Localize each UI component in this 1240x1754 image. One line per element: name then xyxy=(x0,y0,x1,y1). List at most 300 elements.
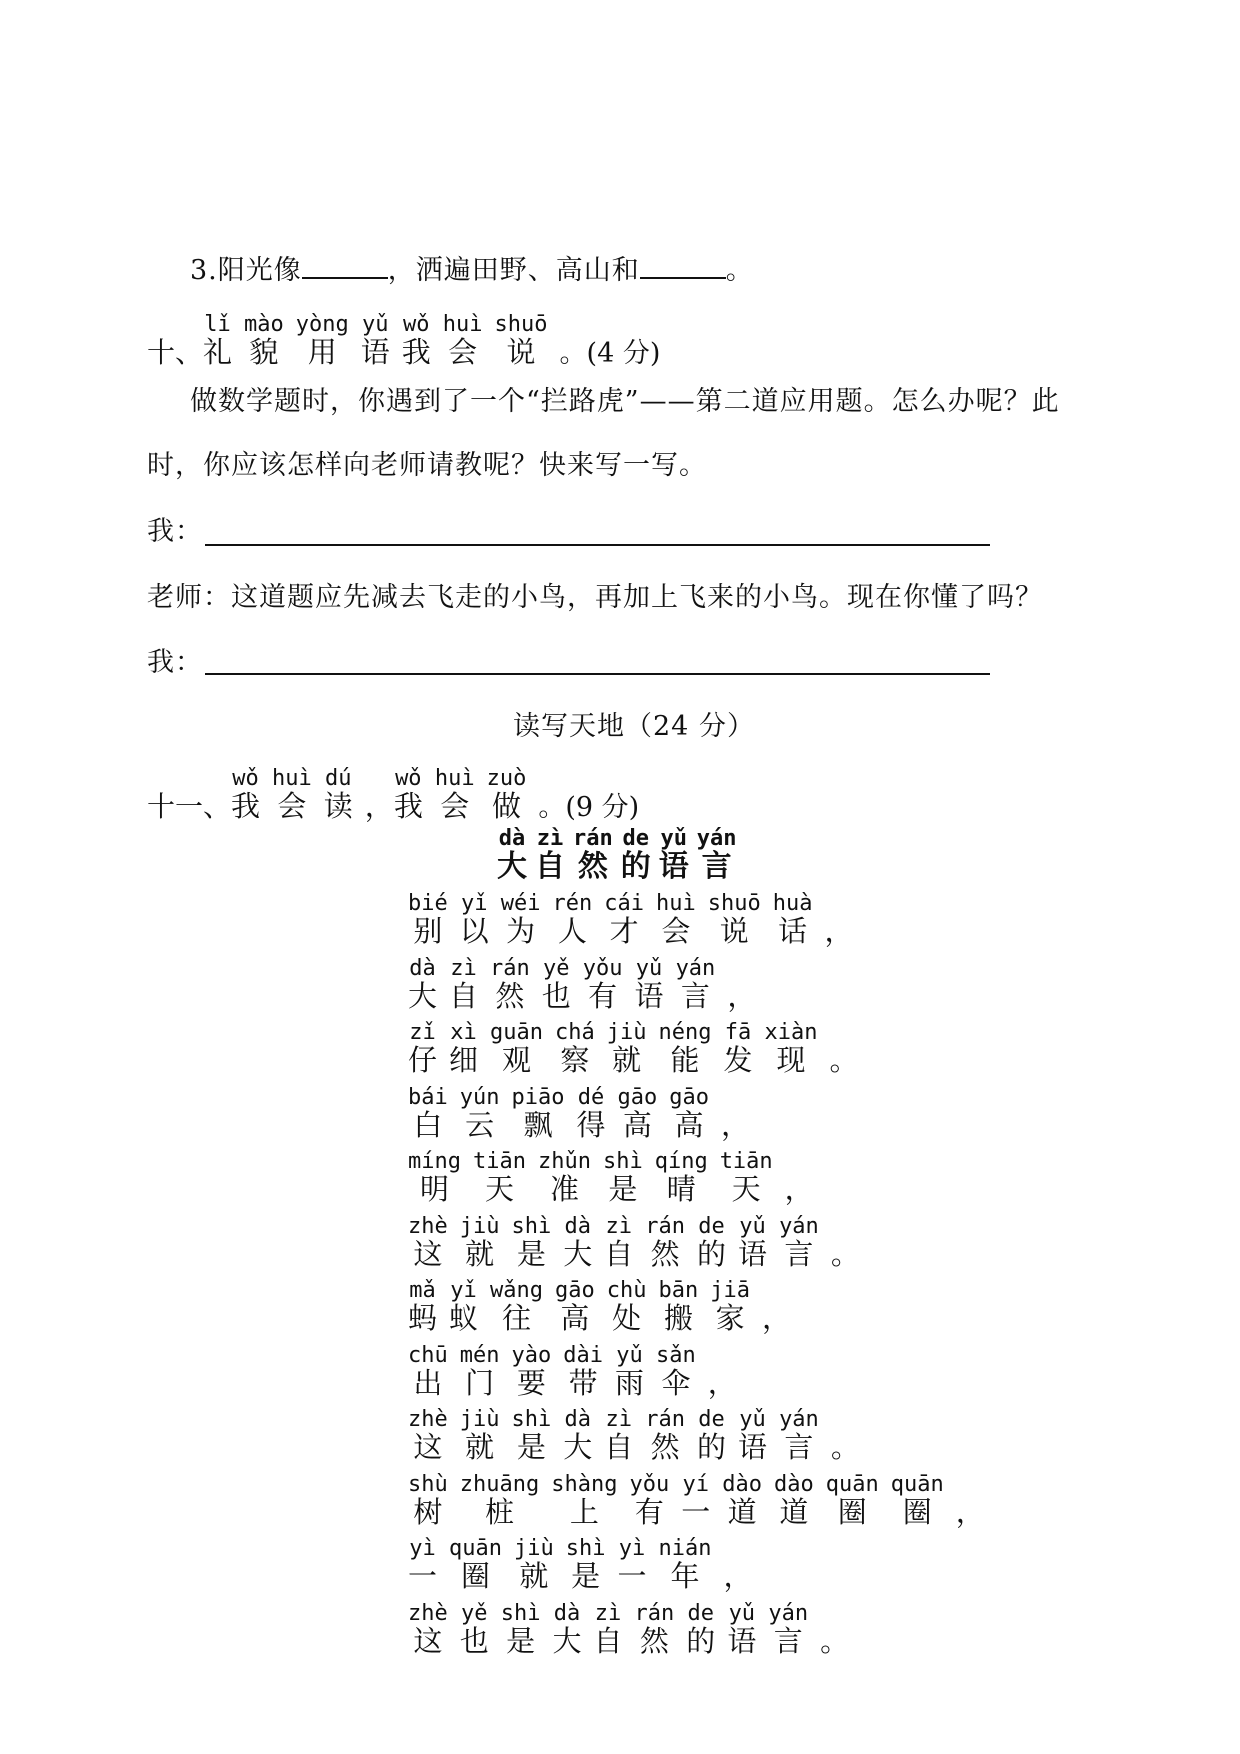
ruby-character xyxy=(459,1600,489,1658)
punctuation: 。 xyxy=(830,1236,860,1271)
poem-line xyxy=(408,1409,860,1462)
hanzi: 伞 xyxy=(661,1365,691,1400)
ruby-character xyxy=(768,1600,809,1658)
pinyin: dào xyxy=(722,1471,762,1497)
ruby-character xyxy=(738,1409,767,1462)
ruby-character xyxy=(645,1213,686,1271)
pinyin: zì xyxy=(450,955,477,981)
ruby-character xyxy=(656,893,696,946)
pinyin: huì xyxy=(442,312,483,337)
hanzi: 我 xyxy=(231,789,261,823)
hanzi: 自 xyxy=(535,849,565,884)
ruby-character xyxy=(408,1280,437,1333)
ruby-character xyxy=(459,1213,500,1271)
hanzi: 会 xyxy=(440,789,470,823)
pinyin: chá xyxy=(555,1020,595,1045)
ruby-character xyxy=(490,1022,543,1075)
poem-line xyxy=(408,1022,859,1075)
hanzi: 这 xyxy=(413,1623,443,1658)
ruby-character xyxy=(552,1600,582,1658)
ruby-character xyxy=(490,1280,543,1333)
pinyin: yǔ xyxy=(739,1213,766,1239)
section-10-number: 十、 xyxy=(147,336,204,369)
ruby-character xyxy=(686,1600,716,1658)
pinyin: shì xyxy=(565,1536,606,1561)
ruby-character xyxy=(511,1342,552,1400)
ruby-character xyxy=(720,1151,773,1204)
pinyin: yí xyxy=(682,1471,709,1497)
pinyin: chū xyxy=(408,1342,448,1368)
teacher-line: 老师：这道题应先减去飞走的小鸟，再加上飞来的小鸟。现在你懂了吗？ xyxy=(147,582,1043,613)
section-heading-reading-writing: 读写天地（24 分） xyxy=(513,711,755,742)
pinyin: de xyxy=(687,1600,715,1626)
hanzi: 树 xyxy=(413,1494,443,1529)
pinyin: yǒu xyxy=(629,1471,670,1497)
ruby-character xyxy=(563,1409,592,1462)
pinyin: rán xyxy=(490,955,530,981)
poem-line xyxy=(408,1151,814,1204)
ruby-character xyxy=(459,1084,500,1142)
hanzi: 就 xyxy=(465,1430,495,1464)
ruby-character xyxy=(408,1022,437,1075)
hanzi: 一 xyxy=(681,1494,711,1529)
hanzi: 然 xyxy=(495,978,525,1013)
ruby-character xyxy=(681,1471,711,1529)
hanzi: 的 xyxy=(697,1236,727,1271)
ruby-character xyxy=(825,1471,879,1529)
pinyin: rán xyxy=(634,1600,675,1626)
answer-line-1[interactable] xyxy=(205,544,990,546)
hanzi: 语 xyxy=(634,978,664,1013)
hanzi: 现 xyxy=(776,1043,806,1077)
hanzi: 要 xyxy=(516,1365,546,1400)
ruby-character xyxy=(582,955,623,1013)
poem-line xyxy=(408,1538,753,1591)
pinyin: zhè xyxy=(408,1407,448,1432)
hanzi: 高 xyxy=(674,1107,704,1142)
ruby-character xyxy=(511,1084,565,1142)
hanzi: 门 xyxy=(465,1365,495,1400)
ruby-character xyxy=(449,955,479,1013)
hanzi: 道 xyxy=(727,1494,757,1529)
pinyin: yě xyxy=(461,1600,488,1626)
pinyin: dà xyxy=(409,955,436,981)
pinyin: zhǔn xyxy=(537,1149,591,1174)
ruby-character xyxy=(551,1471,618,1529)
ruby-character xyxy=(645,1409,685,1462)
hanzi: 搬 xyxy=(663,1301,693,1335)
punctuation: ， xyxy=(824,914,854,948)
hanzi: 仔 xyxy=(408,1043,438,1077)
pinyin: quān xyxy=(825,1471,879,1497)
pinyin: shàng xyxy=(551,1471,618,1497)
hanzi: 读 xyxy=(323,789,353,823)
hanzi: 发 xyxy=(723,1043,753,1077)
poem-line xyxy=(408,1600,850,1658)
ruby-character xyxy=(361,314,390,367)
punctuation: 。 xyxy=(820,1623,850,1658)
hanzi: 蚁 xyxy=(449,1301,479,1335)
ruby-character xyxy=(449,1538,502,1591)
hanzi: 自 xyxy=(604,1236,634,1271)
pinyin: wǎng xyxy=(490,1278,544,1303)
pinyin: gāo xyxy=(669,1084,709,1110)
section-10-heading xyxy=(147,314,660,367)
ruby-character xyxy=(615,1342,645,1400)
hanzi: 得 xyxy=(576,1107,606,1142)
pinyin: wéi xyxy=(500,891,541,916)
pinyin: zì xyxy=(605,1407,633,1432)
pinyin: bān xyxy=(658,1278,699,1303)
hanzi: 是 xyxy=(608,1172,638,1206)
ruby-character xyxy=(460,893,489,946)
hanzi: 出 xyxy=(413,1365,443,1400)
pinyin: jiù xyxy=(514,1536,554,1561)
hanzi: 会 xyxy=(277,789,307,823)
pinyin: shù xyxy=(408,1471,448,1497)
hanzi: 有 xyxy=(588,978,618,1013)
pinyin: yǔ xyxy=(616,1342,643,1368)
hanzi: 的 xyxy=(697,1430,727,1464)
pinyin: yán xyxy=(675,955,716,981)
pinyin: huà xyxy=(772,891,813,916)
pinyin: de xyxy=(698,1213,725,1239)
fill-blank-2[interactable] xyxy=(640,276,726,279)
section-10-title xyxy=(203,314,560,367)
ruby-character xyxy=(500,1600,541,1658)
hanzi: 圈 xyxy=(837,1494,867,1529)
hanzi: 年 xyxy=(670,1559,700,1593)
ruby-character xyxy=(555,1022,595,1075)
pinyin: yòng xyxy=(295,312,349,337)
ruby-character xyxy=(773,1471,814,1529)
hanzi: 我 xyxy=(393,789,423,823)
hanzi: 往 xyxy=(502,1301,532,1335)
question-3-middle: ，洒遍田野、高山和 xyxy=(387,255,640,286)
pinyin: zhuāng xyxy=(459,1471,540,1497)
hanzi: 明 xyxy=(419,1172,449,1206)
ruby-character xyxy=(656,1342,696,1400)
ruby-character xyxy=(514,1538,554,1591)
ruby-character xyxy=(408,1471,448,1529)
pinyin: yǔ xyxy=(728,1600,756,1626)
ruby-character xyxy=(659,828,689,882)
hanzi: 以 xyxy=(459,914,489,948)
ruby-character xyxy=(538,1151,591,1204)
ruby-character xyxy=(634,955,664,1013)
ruby-character xyxy=(659,1022,712,1075)
ruby-character xyxy=(604,1213,634,1271)
hanzi: 语 xyxy=(738,1430,768,1464)
pinyin: huì xyxy=(272,766,312,791)
ruby-character xyxy=(890,1471,944,1529)
pinyin: yě xyxy=(543,955,570,981)
section-10-paragraph-2: 时，你应该怎样向老师请教呢？快来写一写。 xyxy=(147,450,707,481)
pinyin: shuō xyxy=(494,312,548,337)
pinyin: rán xyxy=(573,826,613,851)
hanzi: 道 xyxy=(779,1494,809,1529)
ruby-character xyxy=(617,1084,658,1142)
hanzi: 飘 xyxy=(523,1107,553,1142)
pinyin: shì xyxy=(511,1213,552,1239)
poem-line xyxy=(408,1084,751,1142)
section-11-number: 十一、 xyxy=(147,790,232,823)
hanzi: 会 xyxy=(661,914,691,948)
hanzi: 是 xyxy=(516,1236,546,1271)
pinyin: sǎn xyxy=(656,1342,696,1368)
ruby-character xyxy=(408,1151,461,1204)
ruby-character xyxy=(634,1600,675,1658)
pinyin: yǔ xyxy=(739,1407,766,1432)
hanzi: 大 xyxy=(563,1236,593,1271)
pinyin: cái xyxy=(604,891,645,916)
hanzi: 说 xyxy=(719,914,749,948)
section-11-heading xyxy=(147,768,639,821)
me-label-2: 我： xyxy=(147,647,203,678)
ruby-character xyxy=(779,1213,819,1271)
ruby-character xyxy=(604,1409,633,1462)
ruby-character xyxy=(408,1600,448,1658)
hanzi: 白 xyxy=(413,1107,443,1142)
ruby-character xyxy=(460,1409,500,1462)
ruby-character xyxy=(697,828,737,882)
hanzi: 言 xyxy=(701,849,732,884)
pinyin: yán xyxy=(779,1407,819,1432)
hanzi: 蚂 xyxy=(408,1301,438,1335)
ruby-character xyxy=(621,828,651,882)
question-3 xyxy=(190,257,754,284)
punctuation: ， xyxy=(364,789,394,823)
pinyin: yán xyxy=(768,1600,809,1626)
ruby-character xyxy=(563,1342,603,1400)
hanzi: 语 xyxy=(658,849,689,884)
punctuation: ， xyxy=(762,1301,792,1335)
pinyin: yǔ xyxy=(362,312,389,337)
ruby-character xyxy=(593,1600,623,1658)
punctuation: ， xyxy=(723,1559,753,1593)
pinyin: jiù xyxy=(606,1020,647,1045)
poem-line xyxy=(408,1280,791,1333)
pinyin: xì xyxy=(450,1020,477,1045)
hanzi: 然 xyxy=(639,1623,669,1658)
pinyin: qíng xyxy=(654,1149,708,1174)
pinyin: wǒ xyxy=(395,766,422,791)
pinyin: mén xyxy=(459,1342,500,1368)
poem-line xyxy=(408,1342,737,1400)
hanzi: 能 xyxy=(670,1043,700,1077)
ruby-character xyxy=(669,1084,709,1142)
hanzi: 一 xyxy=(408,1559,438,1593)
hanzi: 为 xyxy=(506,914,536,948)
hanzi: 言 xyxy=(680,978,710,1013)
ruby-character xyxy=(553,893,593,946)
section-10-suffix: 。(4 分) xyxy=(559,338,661,369)
hanzi: 语 xyxy=(360,335,390,369)
ruby-character xyxy=(324,768,353,821)
pinyin: zhè xyxy=(408,1213,448,1239)
pinyin: yǐ xyxy=(461,891,488,916)
ruby-character xyxy=(535,828,565,882)
pinyin: shì xyxy=(500,1600,541,1626)
hanzi: 也 xyxy=(459,1623,489,1658)
ruby-character xyxy=(449,1022,478,1075)
hanzi: 上 xyxy=(569,1494,599,1529)
hanzi: 就 xyxy=(465,1236,495,1271)
hanzi: 人 xyxy=(557,914,587,948)
hanzi: 言 xyxy=(784,1430,814,1464)
ruby-character xyxy=(727,1600,757,1658)
fill-blank-1[interactable] xyxy=(302,276,388,279)
ruby-character xyxy=(272,768,312,821)
ruby-character xyxy=(697,1213,727,1271)
pinyin: yào xyxy=(511,1342,552,1368)
punctuation: ， xyxy=(727,978,757,1013)
hanzi: 处 xyxy=(612,1301,642,1335)
pinyin: zhè xyxy=(408,1600,448,1626)
pinyin: zì xyxy=(536,826,564,851)
pinyin: chù xyxy=(606,1278,647,1303)
pinyin: piāo xyxy=(511,1084,565,1110)
hanzi: 高 xyxy=(622,1107,652,1142)
hanzi: 然 xyxy=(650,1236,680,1271)
ruby-character xyxy=(710,1280,750,1333)
pinyin: míng xyxy=(408,1149,461,1174)
ruby-character xyxy=(512,1409,552,1462)
hanzi: 大 xyxy=(563,1430,593,1464)
ruby-character xyxy=(408,1342,448,1400)
pinyin: shuō xyxy=(707,891,761,916)
hanzi: 圈 xyxy=(461,1559,491,1593)
ruby-character xyxy=(675,955,716,1013)
hanzi: 自 xyxy=(604,1430,634,1464)
ruby-character xyxy=(738,1213,768,1271)
section-11-title xyxy=(231,768,538,821)
ruby-character xyxy=(408,1538,437,1591)
ruby-character xyxy=(459,1471,540,1529)
ruby-character xyxy=(573,828,613,882)
ruby-character xyxy=(449,1280,478,1333)
hanzi: 家 xyxy=(715,1301,745,1335)
pinyin: xiàn xyxy=(764,1020,818,1045)
hanzi: 就 xyxy=(612,1043,642,1077)
ruby-character xyxy=(231,768,260,821)
poem-line xyxy=(408,1213,860,1271)
hanzi: 的 xyxy=(620,849,651,884)
punctuation: ， xyxy=(955,1494,985,1529)
ruby-character xyxy=(566,1538,606,1591)
pinyin: yì xyxy=(618,1536,646,1561)
ruby-character xyxy=(607,1022,647,1075)
pinyin: mǎ xyxy=(409,1278,436,1303)
hanzi: 做 xyxy=(491,789,521,823)
ruby-character xyxy=(408,893,448,946)
punctuation: 。 xyxy=(829,1043,859,1077)
question-3-end: 。 xyxy=(725,255,754,286)
poem-line xyxy=(408,893,854,946)
ruby-character xyxy=(244,314,284,367)
ruby-character xyxy=(408,1409,448,1462)
answer-line-2[interactable] xyxy=(205,673,990,675)
pinyin: wǒ xyxy=(232,766,259,791)
hanzi: 貌 xyxy=(249,335,279,369)
hanzi: 我 xyxy=(401,335,431,369)
hanzi: 雨 xyxy=(615,1365,645,1400)
hanzi: 的 xyxy=(686,1623,716,1658)
hanzi: 天 xyxy=(484,1172,514,1206)
pinyin: dé xyxy=(577,1084,605,1110)
hanzi: 言 xyxy=(784,1236,814,1271)
pinyin: yǔ xyxy=(660,826,687,851)
pinyin: de xyxy=(622,826,649,851)
poem-line xyxy=(408,1471,985,1529)
hanzi: 别 xyxy=(413,914,443,948)
hanzi: 天 xyxy=(731,1172,761,1206)
ruby-character xyxy=(604,893,644,946)
pinyin: rán xyxy=(645,1213,686,1239)
pinyin: shì xyxy=(602,1149,643,1174)
ruby-character xyxy=(408,1084,448,1142)
hanzi: 是 xyxy=(506,1623,536,1658)
pinyin: dà xyxy=(498,826,526,851)
hanzi: 大 xyxy=(497,849,527,884)
pinyin: huì xyxy=(656,891,696,916)
hanzi: 圈 xyxy=(902,1494,932,1529)
hanzi: 言 xyxy=(773,1623,803,1658)
pinyin: guān xyxy=(490,1020,544,1045)
pinyin: tiān xyxy=(472,1149,526,1174)
ruby-character xyxy=(779,1409,819,1462)
pinyin: de xyxy=(698,1407,725,1432)
pinyin: bái xyxy=(408,1084,448,1110)
pinyin: jiā xyxy=(710,1278,751,1303)
poem-title xyxy=(497,828,745,882)
me-label-1: 我： xyxy=(147,516,203,547)
punctuation: ， xyxy=(721,1107,751,1142)
hanzi: 准 xyxy=(549,1172,579,1206)
hanzi: 云 xyxy=(465,1107,495,1142)
hanzi: 会 xyxy=(448,335,478,369)
pinyin: fā xyxy=(724,1020,752,1045)
pinyin: nián xyxy=(658,1536,712,1561)
hanzi: 才 xyxy=(609,914,639,948)
hanzi: 这 xyxy=(413,1236,443,1271)
pinyin: dú xyxy=(325,766,352,791)
ruby-character xyxy=(603,1151,643,1204)
punctuation: 。 xyxy=(830,1430,860,1464)
pinyin: néng xyxy=(658,1020,712,1045)
pinyin: bié xyxy=(408,891,448,916)
ruby-character xyxy=(629,1471,670,1529)
ruby-character xyxy=(724,1022,753,1075)
hanzi: 观 xyxy=(502,1043,532,1077)
ruby-character xyxy=(459,1342,500,1400)
ruby-character xyxy=(708,893,761,946)
pinyin: jiù xyxy=(459,1213,500,1239)
pinyin: zì xyxy=(594,1600,622,1626)
pinyin: quān xyxy=(449,1536,502,1561)
ruby-character xyxy=(659,1280,699,1333)
pinyin: mào xyxy=(244,312,284,337)
pinyin: lǐ xyxy=(204,312,231,337)
ruby-character xyxy=(722,1471,762,1529)
pinyin: dà xyxy=(564,1407,591,1432)
ruby-character xyxy=(495,314,548,367)
ruby-character xyxy=(576,1084,606,1142)
punctuation: ， xyxy=(707,1365,737,1400)
pinyin: zì xyxy=(605,1213,633,1239)
hanzi: 自 xyxy=(449,978,479,1013)
punctuation: ， xyxy=(784,1172,814,1206)
